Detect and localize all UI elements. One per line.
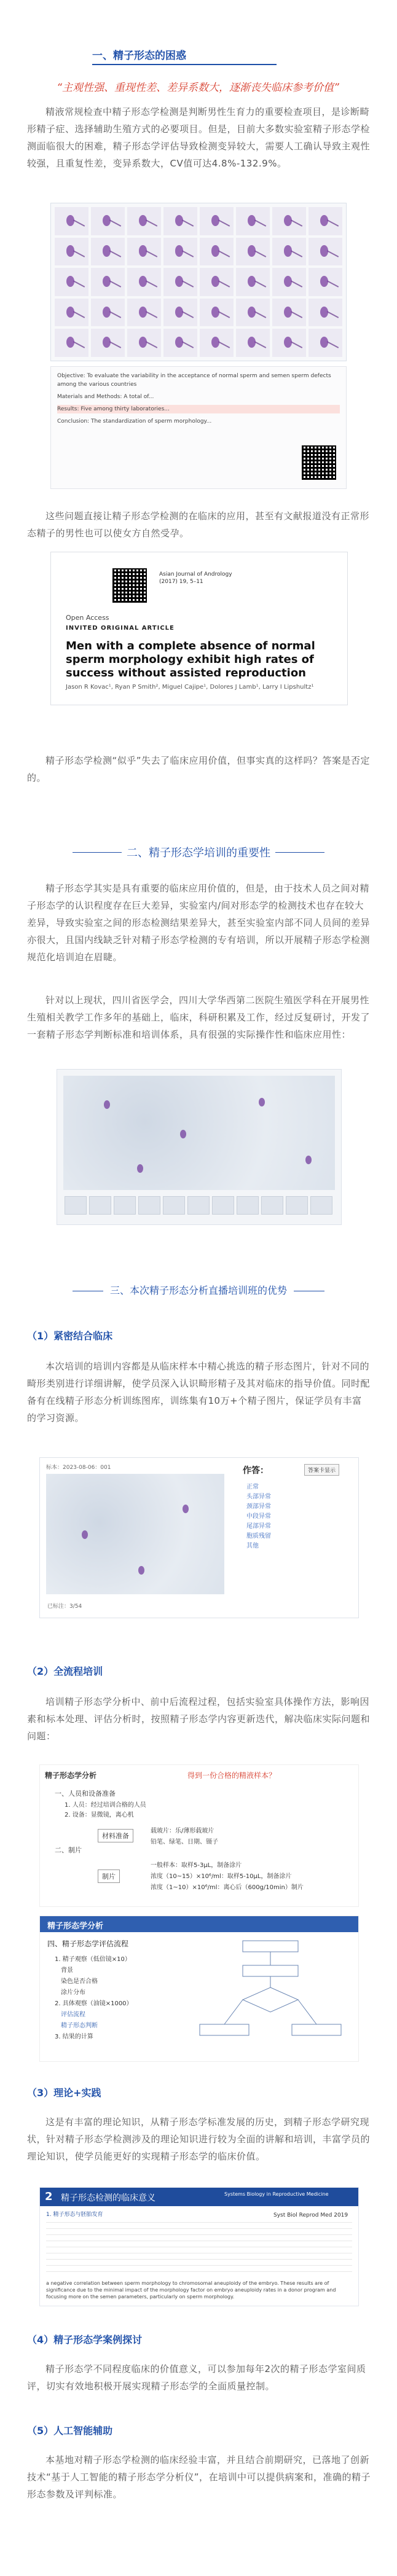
slide-table [46,2221,352,2277]
abstract-line: Objective: To evaluate the variability in the acceptance of normal sperm and semen sperm defects among the various countries [57,373,331,388]
section1-title: 一、精子形态的困惑 [92,50,186,62]
thumbnail[interactable] [261,1196,283,1215]
thumbnail[interactable] [187,1196,210,1215]
flow-node [243,1941,298,1952]
slide-journal: Systems Biology in Reproductive Medicine [224,2191,329,2197]
thumbnail[interactable] [89,1196,111,1215]
thumbnail[interactable] [65,1196,87,1215]
answer-ui-screenshot [39,1457,359,1618]
mindmap-node2: 二、制片 [55,1846,82,1854]
sperm-cell-image [91,329,125,357]
section1-para2: 这些问题直接让精子形态学检测的在临床的应用，甚至有文献报道没有正常形态精子的男性也可以使女方自然受孕。 [27,511,370,539]
sperm-cell-image [309,299,342,327]
mindmap-sub: 载玻片：乐/薄形载玻片 [151,1828,214,1834]
sperm-head [183,1505,189,1513]
flow-item: 2. 具体观察（油镜×1000） [55,2000,133,2007]
flow-item: 3. 结果的计算 [55,2034,93,2040]
mindmap-std: 浓度（10~15）×10⁶/ml：取样5-10μL，制备涂片 [151,1873,292,1880]
flowchart-list [55,1954,133,2043]
section2-title [73,844,324,860]
sperm-cell-image [272,329,306,357]
abstract-line: Conclusion: The standardization of sperm morphology... [57,418,212,425]
slide-journal-ref: Syst Biol Reprod Med 2019 [273,2212,348,2218]
flow-item: 背景 [61,1967,73,1974]
tree-item[interactable]: 头部异常 [246,1494,271,1500]
flow-node [243,1965,298,1976]
mindmap-tag: 制片 [98,1869,120,1883]
s1-para: 本次培训的培训内容都是从临床样本中精心挑选的精子形态图片，针对不同的畸形类别进行详细讲解，使学员深入认识畸形精子及其对临床的指导价值。同时配备有在线精子形态分析训练图库，训练集有10万+个精子图片，保证学员有丰富的学习资源。 [27,1361,371,1423]
section2-para2: 针对以上现状，四川省医学会，四川大学华西第二医院生殖医学科在开展男性生殖相关教学工作多年的基础上，临床，科研积累及工作，经过反复研讨，开发了一套精子形态学判断标准和培训体系，具有很强的实际操作性和临床应用性： [27,995,371,1040]
flow-decision [243,1987,298,2012]
thumbnail[interactable] [237,1196,259,1215]
sperm-cell-image [309,207,342,235]
slide-title: 精子形态检测的临床意义 [61,2193,155,2203]
flow-item: 精子形态判断 [61,2022,98,2029]
thumbnail[interactable] [212,1196,234,1215]
sperm-cell-image [272,238,306,266]
sperm-head [104,1100,110,1109]
sperm-cell-image [272,299,306,327]
qr-code-icon [302,445,336,480]
title-rule-right [275,852,324,853]
sperm-cell-image [272,268,306,296]
sperm-cell-image [309,329,342,357]
section3-title [73,1283,324,1297]
sperm-cell-image [55,268,88,296]
tree-item[interactable]: 尾部异常 [246,1523,271,1530]
flow-node [292,2024,341,2035]
tree-item[interactable]: 中段异常 [246,1513,271,1520]
section3-title-text: 三、本次精子形态分析直播培训班的优势 [109,1285,287,1296]
sperm-cell-image [91,268,125,296]
section2-title-text: 二、精子形态学培训的重要性 [127,847,270,859]
thumbnail[interactable] [286,1196,308,1215]
thumbnail[interactable] [138,1196,160,1215]
mindmap-item2: 2. 设备：显微镜，离心机 [65,1812,134,1818]
mindmap-image [39,1764,359,1907]
sperm-cell-image [309,238,342,266]
section1-para1: 精液常规检查中精子形态学检测是判断男性生育力的重要检查项目，是诊断畸形精子症、选择辅助生殖方式的必要项目。但是，目前大多数实验室精子形态学检测面临很大的困难，精子形态学评估导致检测变异较大，需要人工确认导致主观性较强，且重复性差，变异系数大，CV值可达4.8%-132.9%。 [27,106,371,169]
s4-title: （4）精子形态学案例探讨 [27,2334,143,2346]
sperm-head [259,1098,265,1106]
flowchart-diagram [194,1938,347,2055]
tree-item[interactable]: 胞质残留 [246,1533,271,1540]
flow-arrow [298,2000,316,2024]
flowchart-title: 精子形态学分析 [47,1922,104,1931]
sperm-cell-image [163,299,197,327]
thumbnail[interactable] [310,1196,332,1215]
sperm-cell-image [127,238,161,266]
s2-para: 培训精子形态学分析中、前中后流程过程，包括实验室具体操作方法，影响因素和标本处理、评估分析时，按照精子形态学内容更新迭代，解决临床实际问题和问题： [27,1696,371,1742]
sperm-cell-image [236,238,270,266]
s4-para: 精子形态学不同程度临床的价值意义，可以参加每年2次的精子形态学室间质评，切实有效地积极开展实现精子形态学的全面质量控制。 [27,2363,366,2392]
flow-item: 染色是否合格 [61,1978,98,1985]
microscope-field [63,1076,335,1190]
sperm-cell-image [163,207,197,235]
microscope-field [46,1474,224,1594]
tree-item[interactable]: 其他 [246,1543,259,1549]
show-answer-button[interactable]: 答案卡显示 [304,1464,339,1476]
paper-authors: Jason R Kovac¹, Ryan P Smith², Miguel Cajipe¹, Dolores J Lamb¹, Larry I Lipshultz¹ [66,684,314,691]
qr-code-icon [112,568,147,603]
s3-title: （3）理论+实践 [27,2087,101,2099]
sperm-cell-image [200,268,234,296]
abstract-line: Materials and Methods: A total of... [57,394,154,400]
journal-name: Asian Journal of Andrology (2017) 19, 5–11 [159,571,232,585]
paper-title: Men with a complete absence of normal sperm morphology exhibit high rates of success without assisted reproduction [66,640,315,679]
article-type: INVITED ORIGINAL ARTICLE [66,625,175,632]
answer-heading: 作答： [243,1466,269,1476]
flow-item: 1. 精子观察（低倍镜×10） [55,1956,131,1963]
open-access-label: Open Access [66,614,109,622]
category-tree[interactable] [246,1482,271,1551]
thumbnail[interactable] [114,1196,136,1215]
sperm-image-grid [50,203,347,361]
sperm-cell-image [236,329,270,357]
lecture-slide-image [39,2187,359,2306]
mindmap-sub: 铅笔、绿笔、日期、镊子 [151,1839,218,1846]
paper-abstract [50,366,347,489]
sperm-cell-image [272,207,306,235]
sperm-cell-image [127,207,161,235]
s1-title: （1）紧密结合临床 [27,1330,113,1342]
sperm-cell-image [200,329,234,357]
sperm-cell-image [55,299,88,327]
sperm-cell-image [91,299,125,327]
s5-para: 本基地对精子形态学检测的临床经验丰富，并且结合前期研究，已落地了创新技术“基于人工智能的精子形态学分析仪”，在培训中可以提供病案和，准确的精子形态参数及评判标准。 [27,2454,371,2500]
sperm-head [305,1156,312,1164]
sperm-head [82,1530,88,1539]
s3-para: 这是有丰富的理论知识，从精子形态学标准发展的历史，到精子形态学研究现状，针对精子形态学检测涉及的理论知识进行较为全面的讲解和培训，丰富学员的理论知识，使学员能更好的实现精子形态学的临床价值。 [27,2116,371,2162]
sperm-cell-image [127,299,161,327]
sperm-cell-image [200,299,234,327]
mindmap-title: 精子形态学分析 [45,1771,97,1780]
flow-node [200,2024,249,2035]
slide-number: 2 [45,2190,53,2203]
flowchart-image [39,1916,359,2062]
training-software-screenshot [57,1069,342,1225]
mindmap-node1: 一、人员和设备准备 [55,1790,116,1798]
slide-caption: a negative correlation between sperm morphology to chromosomal aneuploidy of the embryo. These results are of significance due to the minimal impact of the morphology factor on embryo aneuploidy rates in a donor program and focusing more on the semen parameters, particularly on sperm morphology. [46,2280,336,2300]
sperm-cell-image [236,207,270,235]
sperm-cell-image [200,207,234,235]
mindmap-tag: 材料准备 [98,1829,133,1842]
mindmap-std: 一般样本：取样5-3μL，制备涂片 [151,1862,242,1869]
tree-item[interactable]: 颈部异常 [246,1503,271,1510]
sperm-cell-image [127,329,161,357]
flow-item: 评估流程 [61,2011,85,2018]
sperm-cell-image [236,268,270,296]
abstract-line-highlight: Results: Five among thirty laboratories... [57,405,340,413]
sperm-cell-image [91,207,125,235]
mindmap-std: 浓度（1~10）×10⁶/ml：离心后（600g/10min）制片 [151,1884,304,1891]
sperm-head [180,1130,186,1138]
flow-arrow [224,2000,243,2024]
section2-para1: 精子形态学其实是具有重要的临床应用价值的，但是，由于技术人员之间对精子形态学的认识程度存在巨大差异，实验室内/间对形态学的检测技术也存在较大差异，导致实验室之间的形态检测结果差异大，甚至实验室内部不同人员间的差异亦很大，且国内线缺乏针对精子形态学检测的专有培训，所以开展精子形态学检测规范化培训迫在眉睫。 [27,883,371,963]
thumbnail[interactable] [163,1196,185,1215]
section1-underline [92,64,277,65]
sperm-cell-image [200,238,234,266]
sperm-cell-image [163,238,197,266]
sperm-head [137,1164,143,1173]
paper-header-image [50,552,348,705]
s2-title: （2）全流程培训 [27,1666,103,1677]
thumbnail-strip[interactable] [65,1196,332,1215]
slide-subtitle: 1. 精子形态与胚胎发育 [46,2212,103,2218]
sample-id: 标本：2023-08-06：001 [46,1465,111,1471]
mindmap-question: 得到一份合格的精液样本？ [187,1771,277,1780]
section1-quote: “主观性强、重现性差、差异系数大，逐渐丧失临床参考价值” [57,82,339,94]
sperm-cell-image [127,268,161,296]
flowchart-step: 四、精子形态学评估流程 [47,1940,129,1948]
section1-para3: 精子形态学检测“似乎”失去了临床应用价值，但事实真的这样吗？答案是否定的。 [27,755,371,783]
title-rule-left [73,852,122,853]
tree-item[interactable]: 正常 [246,1484,259,1490]
sperm-cell-image [163,329,197,357]
mindmap-item1: 1. 人员：经过培训合格的人员 [65,1802,146,1809]
flow-item: 涂片分布 [61,1989,85,1996]
sperm-cell-image [55,238,88,266]
sperm-cell-image [163,268,197,296]
sperm-cell-image [55,207,88,235]
sperm-cell-image [236,299,270,327]
sperm-head [138,1566,144,1575]
sperm-cell-image [91,238,125,266]
sperm-cell-image [55,329,88,357]
annotation-status: 已标注：3/54 [47,1603,82,1610]
sperm-cell-image [309,268,342,296]
s5-title: （5）人工智能辅助 [27,2425,113,2437]
